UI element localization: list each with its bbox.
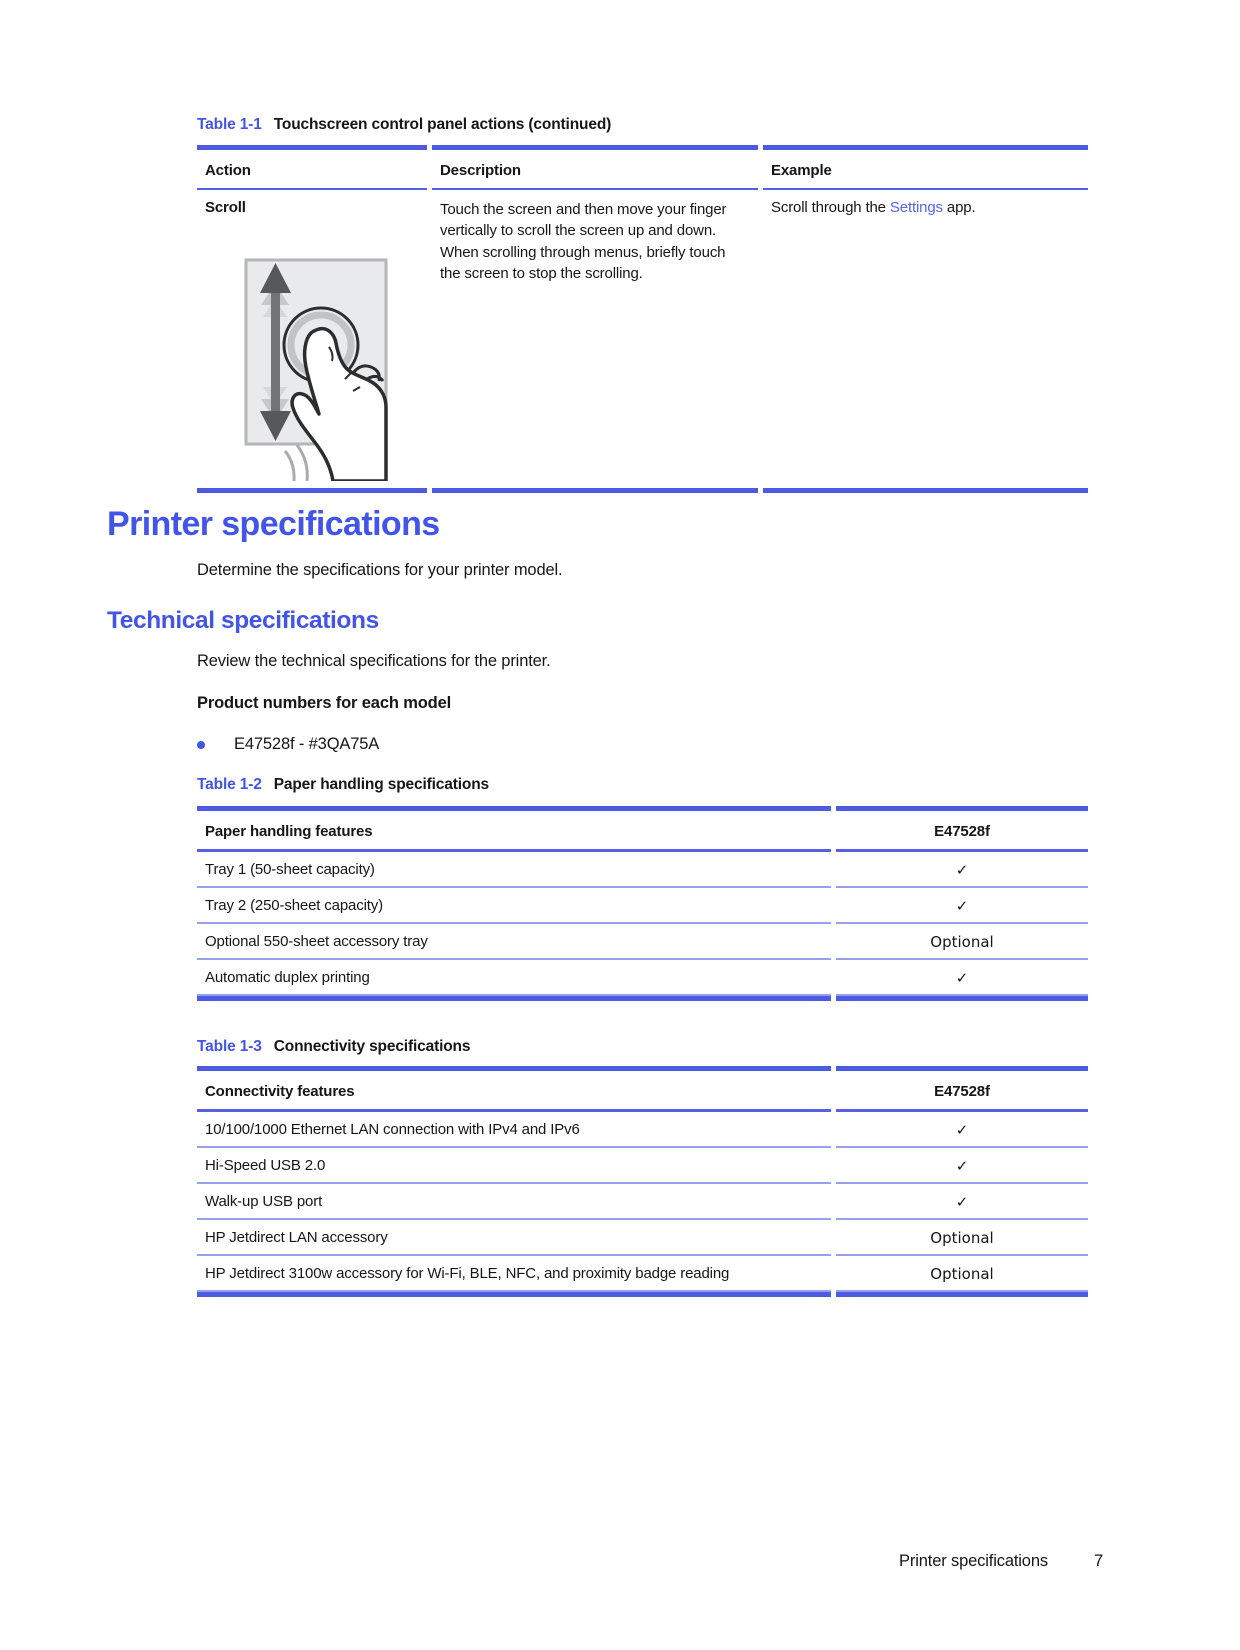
feature-cell: Automatic duplex printing (197, 960, 831, 996)
feature-cell: HP Jetdirect 3100w accessory for Wi-Fi, BLE, NFC, and proximity badge reading (197, 1256, 831, 1292)
scroll-gesture-illustration (241, 255, 391, 481)
table-1-2-caption-title: Paper handling specifications (273, 776, 489, 793)
feature-cell: Hi-Speed USB 2.0 (197, 1148, 831, 1184)
example-text-prefix: Scroll through the (771, 199, 890, 216)
table-row (197, 960, 1088, 996)
column-header-paper-features: Paper handling features (197, 811, 831, 852)
column-header-description: Description (432, 150, 758, 190)
action-cell (197, 190, 427, 488)
product-numbers-list (197, 735, 379, 754)
value-cell: Optional (836, 1220, 1088, 1256)
value-cell: ✓ (836, 852, 1088, 888)
feature-cell: HP Jetdirect LAN accessory (197, 1220, 831, 1256)
list-item (197, 735, 379, 754)
description-text: Touch the screen and then move your finger vertically to scroll the screen up and down. When scrolling through menus, briefly touch the screen to stop the scrolling. (440, 201, 727, 282)
table-row (197, 1112, 1088, 1148)
value-cell: ✓ (836, 1112, 1088, 1148)
table-1-2-header-row (197, 811, 1088, 852)
table-row (197, 852, 1088, 888)
table-1-3-caption-title: Connectivity specifications (273, 1038, 471, 1055)
table-row-scroll (197, 190, 1088, 488)
table-connectivity (197, 1066, 1088, 1297)
table-row (197, 924, 1088, 960)
table-1-3-caption (197, 1038, 470, 1056)
table-1-3-bottom-bar (197, 1292, 1088, 1297)
section-title-technical-specifications: Technical specifications (107, 607, 379, 634)
table-paper-handling (197, 806, 1088, 1001)
footer-section-label: Printer specifications (899, 1552, 1048, 1570)
description-cell (432, 190, 758, 488)
feature-cell: Walk-up USB port (197, 1184, 831, 1220)
page-footer (899, 1552, 1103, 1571)
table-1-1-caption-label: Table 1-1 (197, 116, 262, 133)
table-1-3-rows (197, 1112, 1088, 1292)
table-1-1-caption-title: Touchscreen control panel actions (continued) (273, 116, 612, 133)
example-cell (763, 190, 1088, 488)
value-cell: Optional (836, 924, 1088, 960)
table-1-2-caption-label: Table 1-2 (197, 776, 262, 793)
table-1-1-bottom-bar (197, 488, 1088, 493)
bullet-icon (197, 741, 205, 749)
table-1-2-caption (197, 776, 489, 794)
value-cell: ✓ (836, 1184, 1088, 1220)
table-1-1-caption (197, 116, 611, 134)
table-1-2-bottom-bar (197, 996, 1088, 1001)
table-row (197, 1148, 1088, 1184)
table-1-3-header-row (197, 1071, 1088, 1112)
feature-cell: 10/100/1000 Ethernet LAN connection with IPv4 and IPv6 (197, 1112, 831, 1148)
table-1-3-caption-label: Table 1-3 (197, 1038, 262, 1055)
table-1-2-rows (197, 852, 1088, 996)
action-name: Scroll (205, 199, 246, 216)
table-1-1-header-row (197, 150, 1088, 190)
value-cell: ✓ (836, 960, 1088, 996)
value-cell: Optional (836, 1256, 1088, 1292)
product-numbers-heading: Product numbers for each model (197, 694, 452, 712)
product-number-text: E47528f - #3QA75A (234, 735, 380, 753)
column-header-model: E47528f (836, 811, 1088, 852)
feature-cell: Tray 2 (250-sheet capacity) (197, 888, 831, 924)
table-row (197, 1256, 1088, 1292)
feature-cell: Optional 550-sheet accessory tray (197, 924, 831, 960)
footer-page-number: 7 (1093, 1552, 1103, 1570)
column-header-action: Action (197, 150, 427, 190)
table-row (197, 1184, 1088, 1220)
column-header-connectivity-features: Connectivity features (197, 1071, 831, 1112)
table-row (197, 1220, 1088, 1256)
printer-specifications-intro: Determine the specifications for your printer model. (197, 561, 563, 579)
technical-specifications-intro: Review the technical specifications for the printer. (197, 652, 551, 670)
table-touchscreen-actions (197, 145, 1088, 493)
table-row (197, 888, 1088, 924)
column-header-example: Example (763, 150, 1088, 190)
value-cell: ✓ (836, 888, 1088, 924)
section-title-printer-specifications: Printer specifications (107, 505, 440, 543)
settings-link[interactable]: Settings (889, 199, 943, 216)
example-text-suffix: app. (942, 199, 976, 216)
value-cell: ✓ (836, 1148, 1088, 1184)
feature-cell: Tray 1 (50-sheet capacity) (197, 852, 831, 888)
column-header-model: E47528f (836, 1071, 1088, 1112)
